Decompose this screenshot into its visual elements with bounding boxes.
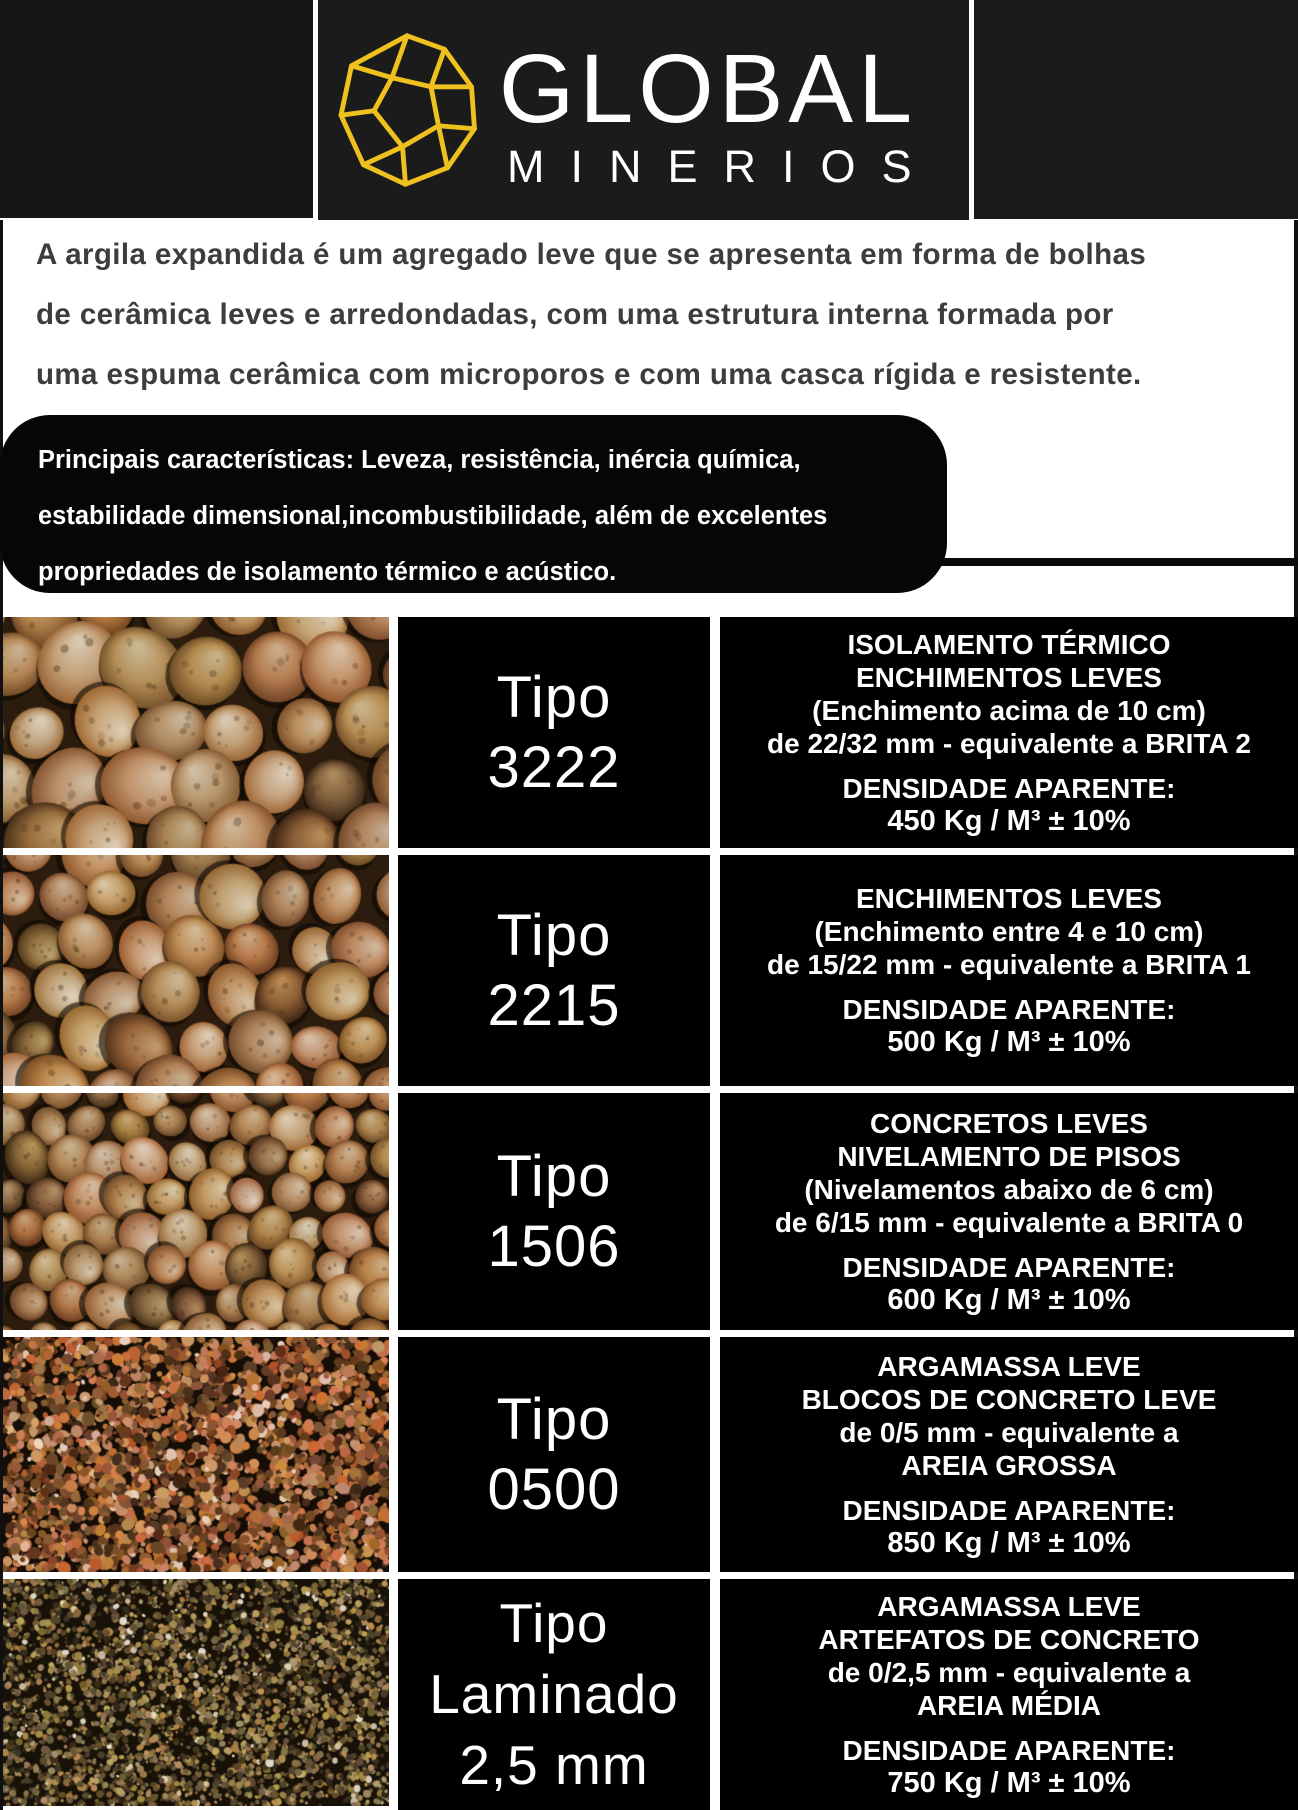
column-gap: [710, 1337, 720, 1572]
column-gap: [710, 1579, 720, 1810]
density-value: 850 Kg / M³ ± 10%: [887, 1526, 1131, 1559]
product-spec-cell: [720, 1093, 1298, 1330]
column-gap: [710, 855, 720, 1086]
density-value: 450 Kg / M³ ± 10%: [887, 804, 1131, 837]
column-gap: [389, 1337, 398, 1572]
density-label: DENSIDADE APARENTE:: [842, 1494, 1176, 1526]
product-spec-cell: [720, 855, 1298, 1086]
product-row-1506: [3, 1093, 1298, 1330]
header-right-band: [974, 0, 1298, 219]
header-left-band: [0, 0, 313, 218]
product-photo: [3, 1093, 389, 1330]
product-spec-cell: [720, 1337, 1298, 1572]
product-spec-cell: [720, 617, 1298, 848]
density-value: 500 Kg / M³ ± 10%: [887, 1026, 1131, 1058]
column-gap: [389, 855, 398, 1086]
product-type-label: Tipo 3222: [398, 617, 710, 848]
product-spec-lines: CONCRETOS LEVES NIVELAMENTO DE PISOS (Nivelamentos abaixo de 6 cm) de 6/15 mm - equivalente a BRITA 0: [774, 1107, 1244, 1238]
header-logo-band: [318, 0, 969, 220]
density-value: 750 Kg / M³ ± 10%: [887, 1766, 1131, 1799]
product-type-label: Tipo Laminado 2,5 mm: [398, 1579, 710, 1810]
product-photo-cell: [3, 617, 389, 848]
product-row-2215: [3, 855, 1298, 1086]
product-spec-lines: ENCHIMENTOS LEVES (Enchimento entre 4 e 10 cm) de 15/22 mm - equivalente a BRITA 1: [767, 883, 1251, 980]
product-spec-cell: [720, 1579, 1298, 1810]
product-row-3222: [3, 617, 1298, 848]
column-gap: [389, 1579, 398, 1810]
column-gap: [710, 617, 720, 848]
brand-subtitle: MINERIOS: [507, 141, 938, 192]
product-photo-cell: [3, 855, 389, 1086]
intro-paragraph: A argila expandida é um agregado leve que se apresenta em forma de bolhas de cerâmica leves e arredondadas, com uma estrutura interna formada por uma espuma cerâmica com microporos e com uma casca rígida e resistente.: [36, 238, 1147, 391]
density-label: DENSIDADE APARENTE:: [842, 772, 1176, 804]
header: [0, 0, 1298, 220]
product-spec-lines: ISOLAMENTO TÉRMICO ENCHIMENTOS LEVES (Enchimento acima de 10 cm) de 22/32 mm - equivalente a BRITA 2: [767, 628, 1251, 759]
product-row-0500: [3, 1337, 1298, 1572]
product-spec-lines: ARGAMASSA LEVE ARTEFATOS DE CONCRETO de 0/2,5 mm - equivalente a AREIA MÉDIA: [818, 1590, 1200, 1721]
product-type-label: Tipo 0500: [398, 1337, 710, 1572]
brand-name: GLOBAL: [498, 34, 918, 143]
product-row-laminado: [3, 1579, 1298, 1810]
density-label: DENSIDADE APARENTE:: [842, 1734, 1176, 1766]
product-table: [3, 617, 1298, 1810]
product-photo: [3, 1579, 389, 1806]
horizontal-rule: [935, 558, 1298, 566]
product-photo: [3, 855, 389, 1086]
product-photo-cell: [3, 1337, 389, 1572]
density-label: DENSIDADE APARENTE:: [842, 1251, 1176, 1283]
density-value: 600 Kg / M³ ± 10%: [887, 1283, 1131, 1316]
column-gap: [389, 617, 398, 848]
product-photo: [3, 617, 389, 848]
product-type-label: Tipo 2215: [398, 855, 710, 1086]
column-gap: [710, 1093, 720, 1330]
product-spec-lines: ARGAMASSA LEVE BLOCOS DE CONCRETO LEVE de 0/5 mm - equivalente a AREIA GROSSA: [801, 1350, 1217, 1481]
density-label: DENSIDADE APARENTE:: [842, 994, 1176, 1025]
brand-wordmark: [494, 34, 938, 192]
features-box: Principais características: Leveza, resistência, inércia química, estabilidade dimensional,incombustibilidade, além de excelentes propriedades de isolamento térmico e acústico.: [0, 415, 947, 593]
product-photo: [3, 1337, 389, 1572]
product-type-label: Tipo 1506: [398, 1093, 710, 1330]
product-photo-cell: [3, 1093, 389, 1330]
gem-logo-icon: [332, 27, 482, 193]
product-photo-cell: [3, 1579, 389, 1810]
column-gap: [389, 1093, 398, 1330]
